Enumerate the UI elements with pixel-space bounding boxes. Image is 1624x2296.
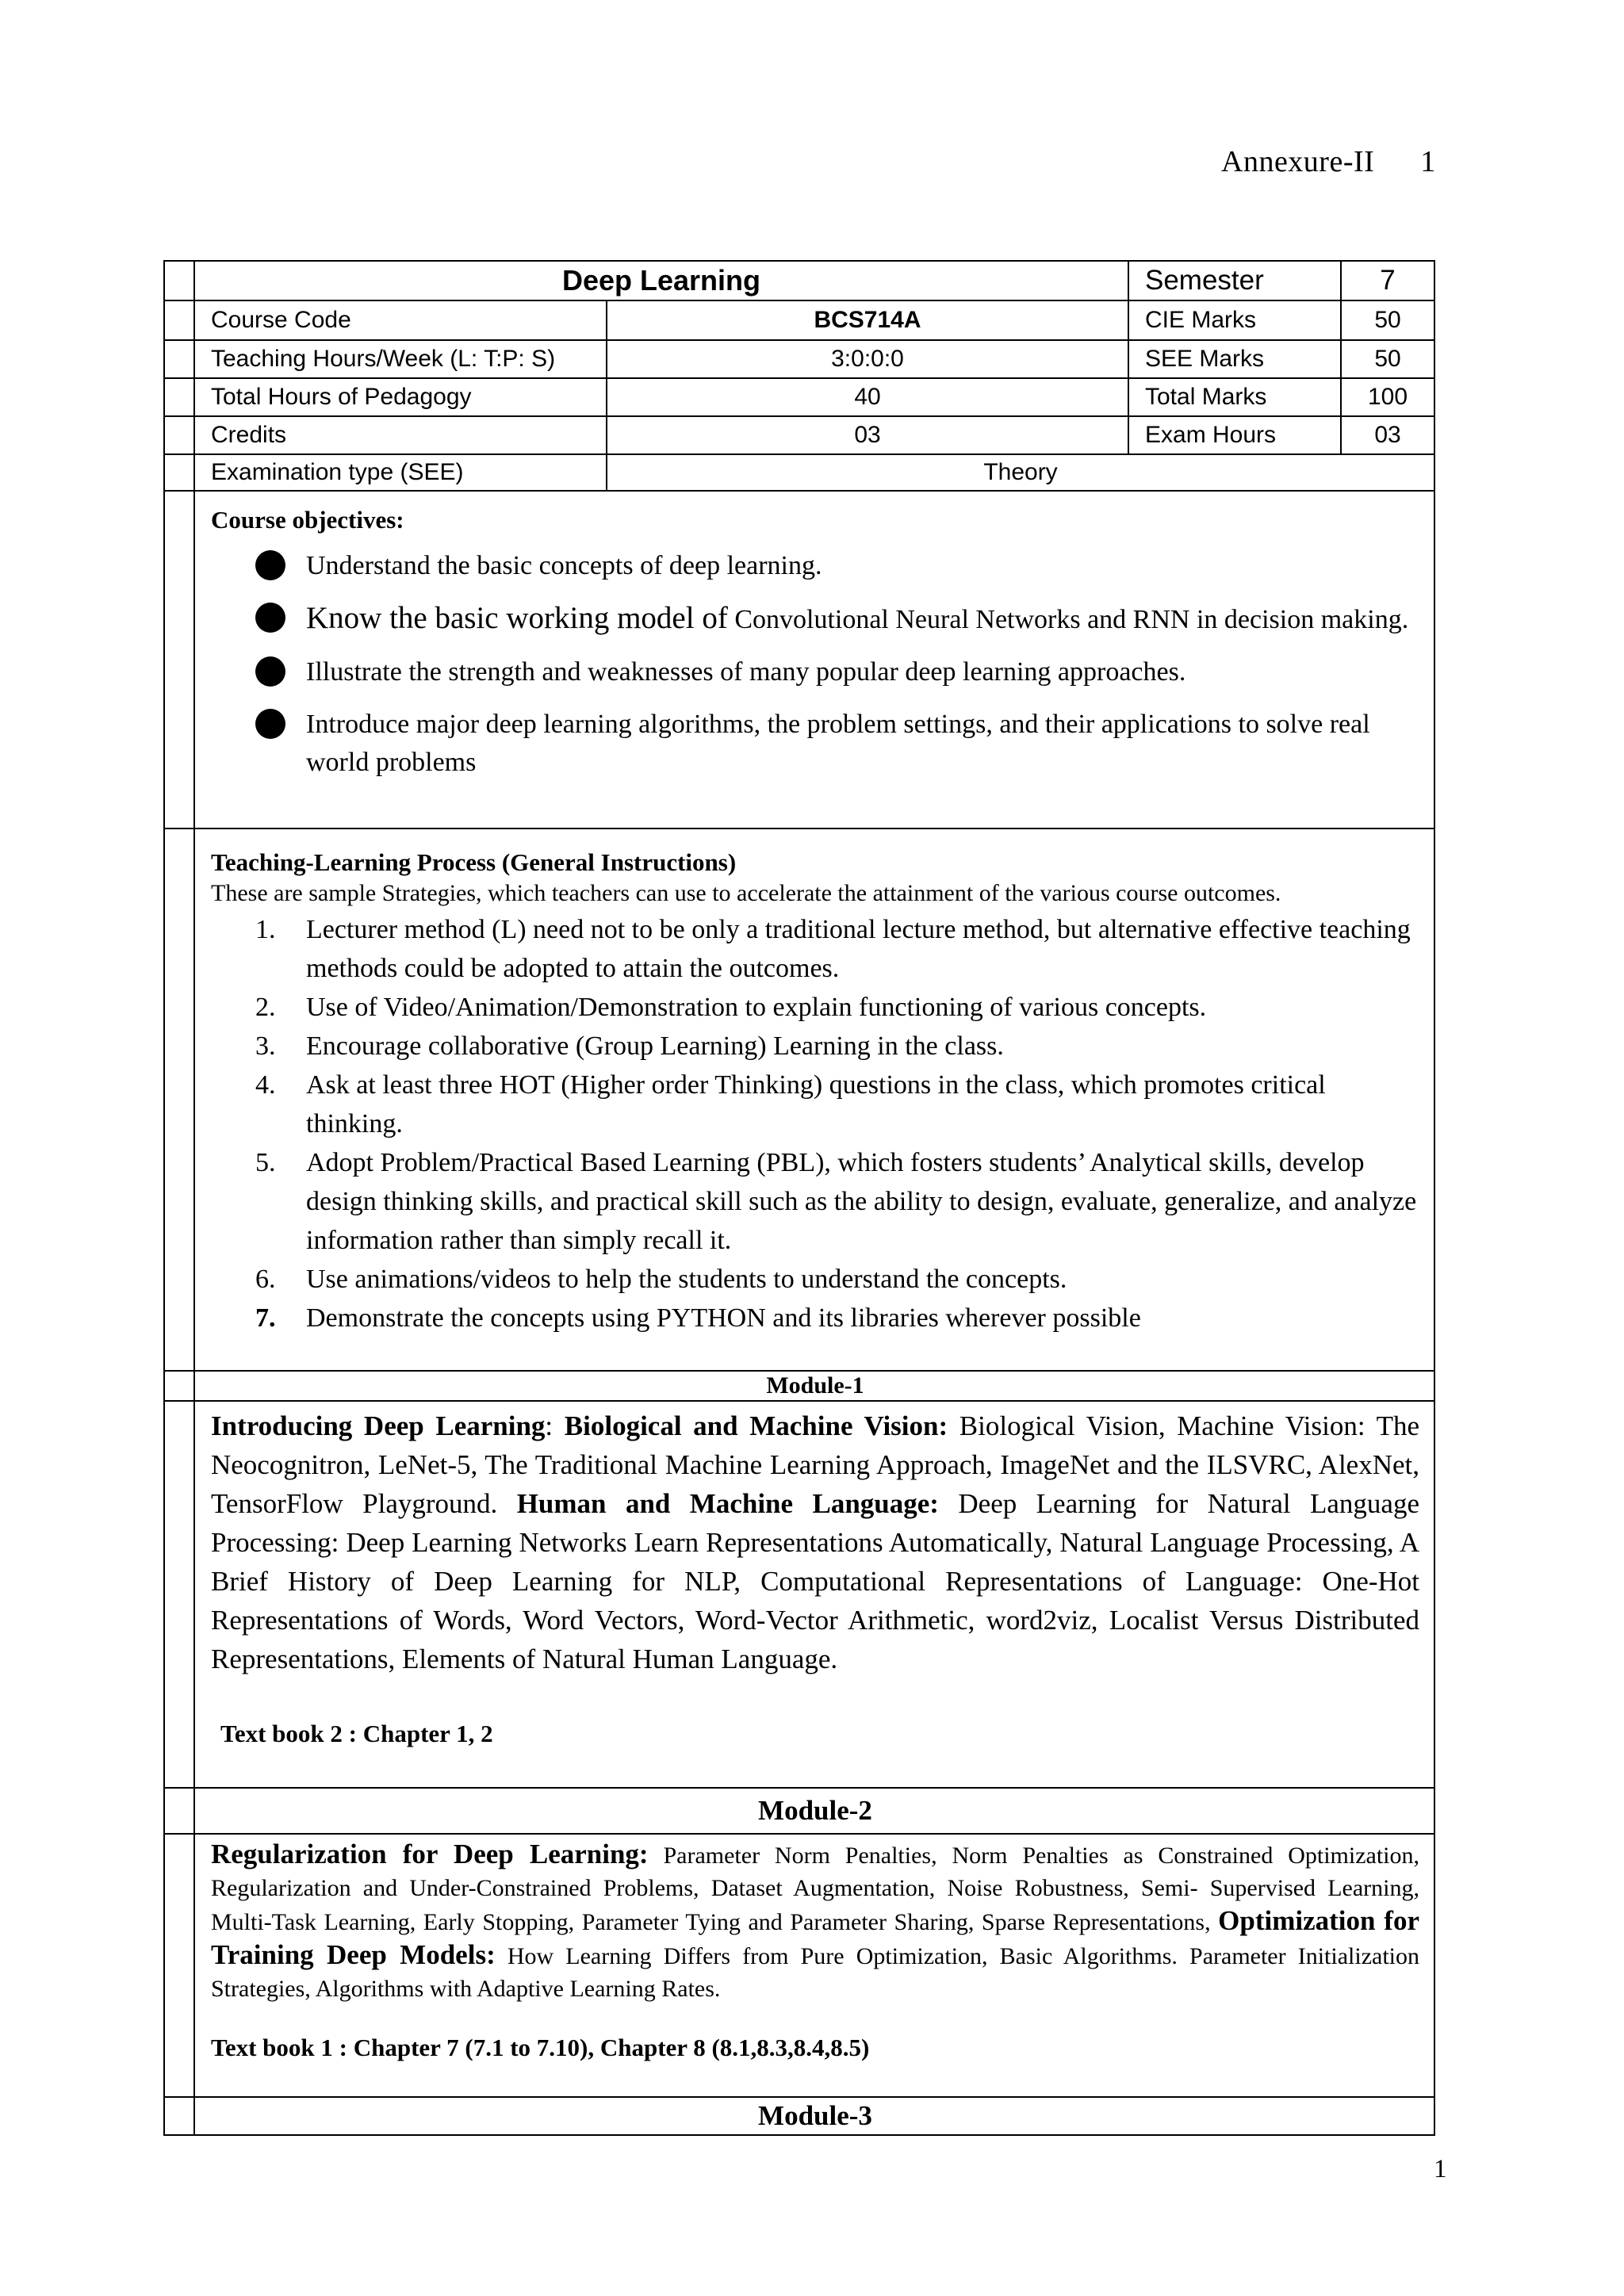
course-code-value: BCS714A (607, 301, 1129, 339)
bullet-icon (255, 656, 285, 687)
exam-type-value: Theory (983, 459, 1058, 485)
module-2-description: Regularization for Deep Learning: Parameter Norm Penalties, Norm Penalties as Constrained Optimization, Regularization and Under-Constrained Problems, Dataset Augmentation, Noise Robustness, Semi- Supervised Learning, Multi-Task Learning, Early Stopping, Parameter Tying and Parameter Sharing, Sparse Representations, Optimization for Training Deep Models: How Learning Differs from Pure Optimization, Basic Algorithms. Parameter Initialization Strategies, Algorithms with Adaptive Learning Rates. (211, 1839, 1419, 2002)
see-marks-value: 50 (1374, 346, 1401, 372)
objective-item: Illustrate the strength and weaknesses of many popular deep learning approaches. (211, 653, 1419, 691)
row-divider (163, 490, 1435, 492)
semester-label: Semester (1129, 262, 1342, 300)
row-divider (163, 1833, 1435, 1835)
pedagogy-hours-value: 40 (607, 379, 1129, 415)
header-page-number: 1 (1420, 145, 1436, 178)
module-3-title: Module-3 (758, 2100, 872, 2131)
teaching-list (211, 910, 1419, 1337)
row-divider (163, 828, 1435, 829)
total-marks-label: Total Marks (1129, 379, 1342, 415)
annexure-label: Annexure-II (1221, 145, 1375, 178)
module-2-textbook-ref: Text book 1 : Chapter 7 (7.1 to 7.10), Chapter 8 (8.1,8.3,8.4,8.5) (211, 2034, 870, 2061)
teaching-subheading: These are sample Strategies, which teachers can use to accelerate the attainment of the various course outcomes. (211, 880, 1281, 906)
bullet-icon (255, 603, 285, 633)
bullet-icon (255, 550, 285, 580)
module-1-title: Module-1 (766, 1372, 864, 1399)
module-1-textbook-ref: Text book 2 : Chapter 1, 2 (220, 1720, 493, 1747)
objectives-list (211, 547, 1419, 782)
module-1-content (211, 1406, 1419, 1748)
footer-page-number: 1 (1434, 2155, 1447, 2183)
module-2-content (211, 1838, 1419, 2062)
teaching-item: 5. Adopt Problem/Practical Based Learning (PBL), which fosters students’ Analytical skills, develop design thinking skills, and practical skill such as the ability to design, evaluate, generalize, and analyze information rather than simply recall it. (255, 1148, 1417, 1255)
cie-marks-label: CIE Marks (1129, 301, 1342, 339)
credits-value: 03 (607, 417, 1129, 453)
exam-hours-value: 03 (1374, 422, 1401, 448)
see-marks-label: SEE Marks (1129, 341, 1342, 377)
course-title: Deep Learning (195, 262, 1129, 300)
teaching-item: 3. Encourage collaborative (Group Learning) Learning in the class. (255, 1031, 1004, 1061)
module-2-title: Module-2 (758, 1795, 872, 1826)
teaching-item: 6. Use animations/videos to help the students to understand the concepts. (255, 1265, 1067, 1294)
annexure-header (1221, 144, 1436, 179)
teaching-learning-section (211, 848, 1419, 1337)
course-code-label: Course Code (195, 301, 607, 339)
table-left-strip (163, 260, 195, 2136)
teaching-heading: Teaching-Learning Process (General Instructions) (211, 848, 737, 876)
exam-type-label: Examination type (SEE) (195, 455, 607, 490)
module-1-description: Introducing Deep Learning: Biological and Machine Vision: Biological Vision, Machine Vision: The Neocognitron, LeNet-5, The Traditional Machine Learning Approach, ImageNet and the ILSVRC, AlexNet, TensorFlow Playground. Human and Machine Language: Deep Learning for Natural Language Processing: Deep Learning Networks Learn Representations Automatically, Natural Language Processing, A Brief History of Deep Learning for NLP, Computational Representations of Language: One-Hot Representations of Words, Word Vectors, Word-Vector Arithmetic, word2viz, Localist Versus Distributed Representations, Elements of Natural Human Language. (211, 1410, 1420, 1674)
pedagogy-hours-label: Total Hours of Pedagogy (195, 379, 607, 415)
row-divider (163, 1400, 1435, 1402)
teaching-hours-label: Teaching Hours/Week (L: T:P: S) (195, 341, 607, 377)
objective-item: Know the basic working model of Convolutional Neural Networks and RNN in decision making. (211, 599, 1419, 639)
objective-item: Understand the basic concepts of deep learning. (211, 547, 1419, 585)
course-objectives-section (211, 506, 1419, 796)
cie-marks-value: 50 (1374, 307, 1401, 333)
objectives-heading: Course objectives: (211, 506, 404, 534)
total-marks-value: 100 (1367, 384, 1408, 410)
bullet-icon (255, 709, 285, 739)
teaching-item: 2. Use of Video/Animation/Demonstration to explain functioning of various concepts. (255, 993, 1207, 1022)
exam-hours-label: Exam Hours (1129, 417, 1342, 453)
teaching-item: 1. Lecturer method (L) need not to be only a traditional lecture method, but alternative effective teaching methods could be adopted to attain the outcomes. (255, 915, 1411, 983)
teaching-item: 7. Demonstrate the concepts using PYTHON and its libraries wherever possible (255, 1303, 1141, 1333)
objective-item: Introduce major deep learning algorithms, the problem settings, and their applications to solve real world problems (211, 706, 1419, 782)
teaching-item: 4. Ask at least three HOT (Higher order Thinking) questions in the class, which promotes critical thinking. (255, 1070, 1326, 1138)
teaching-hours-value: 3:0:0:0 (607, 341, 1129, 377)
semester-value: 7 (1380, 265, 1396, 296)
credits-label: Credits (195, 417, 607, 453)
